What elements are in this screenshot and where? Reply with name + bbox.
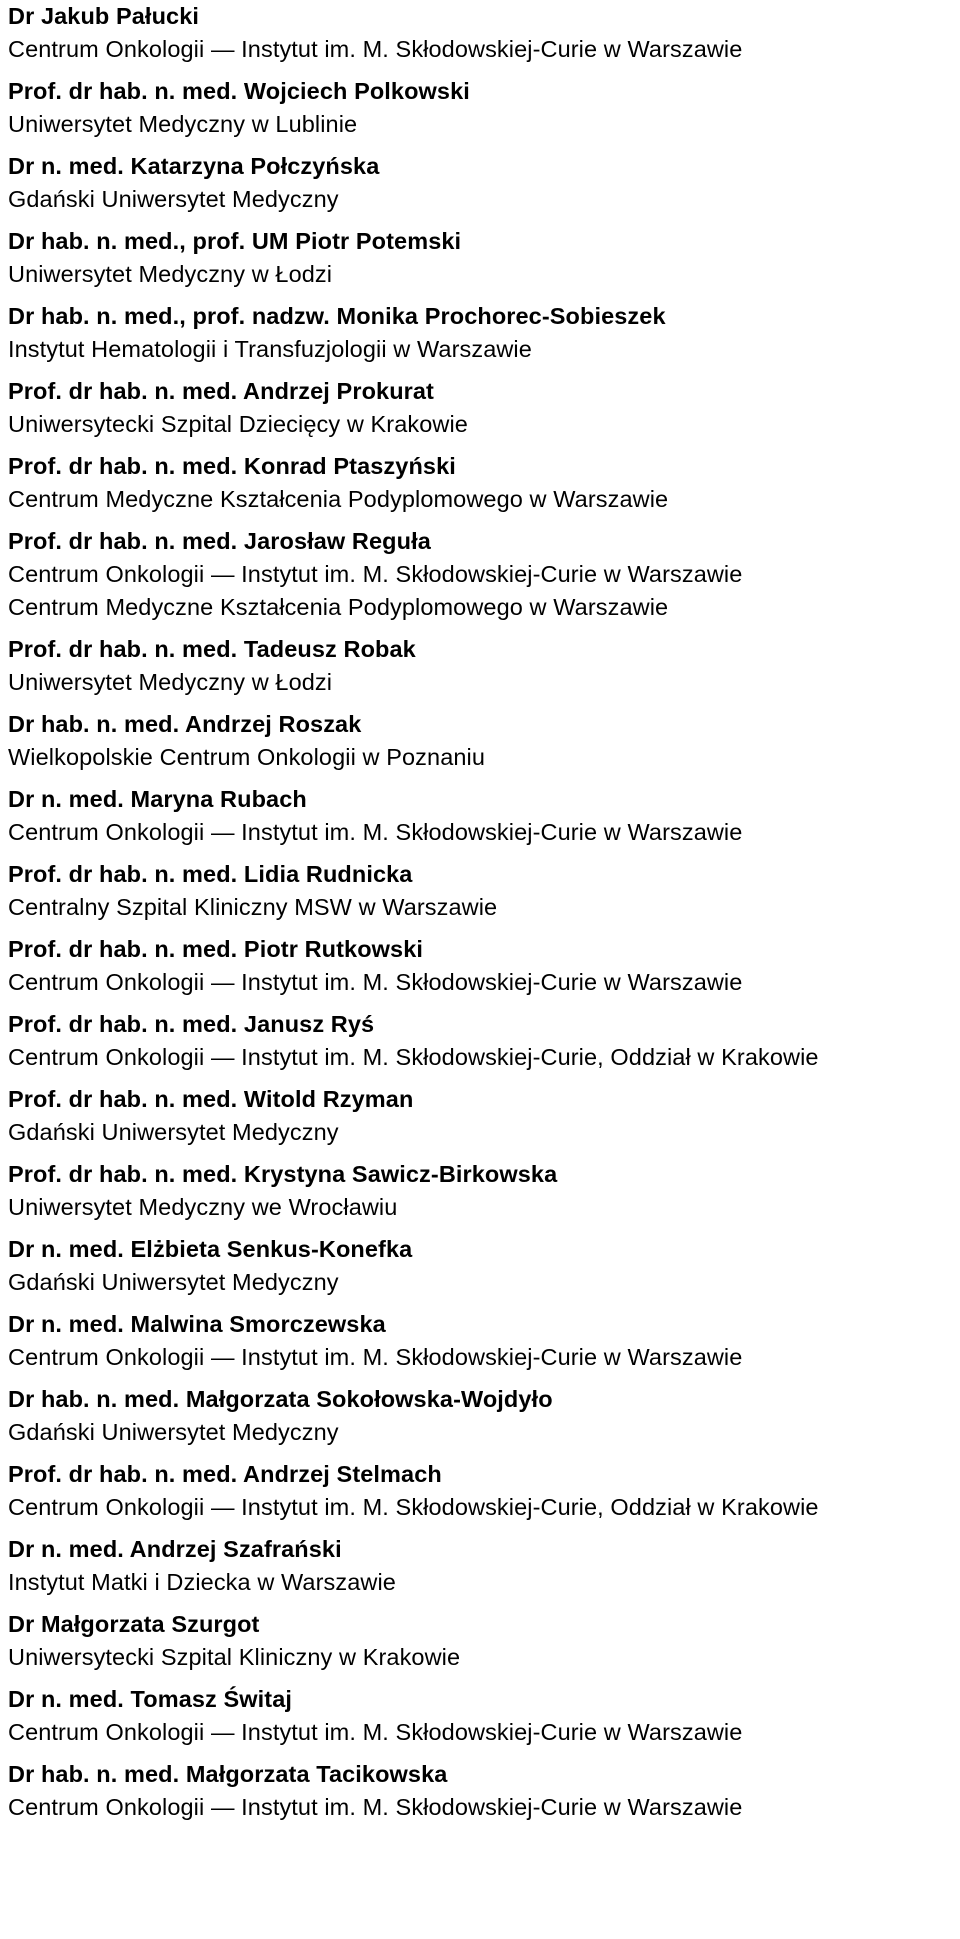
contributor-entry <box>8 1383 960 1449</box>
contributor-entry <box>8 1158 960 1224</box>
contributor-entry <box>8 1683 960 1749</box>
contributor-affiliation: Uniwersytecki Szpital Dziecięcy w Krakowie <box>8 411 468 437</box>
contributor-entry <box>8 1608 960 1674</box>
contributor-affiliation: Wielkopolskie Centrum Onkologii w Poznaniu <box>8 744 486 770</box>
contributor-name: Dr hab. n. med. Andrzej Roszak <box>8 711 362 737</box>
contributor-name: Dr n. med. Elżbieta Senkus-Konefka <box>8 1236 413 1262</box>
contributor-name: Prof. dr hab. n. med. Krystyna Sawicz-Birkowska <box>8 1161 558 1187</box>
contributor-name: Dr n. med. Maryna Rubach <box>8 786 307 812</box>
contributor-name: Dr Małgorzata Szurgot <box>8 1611 260 1637</box>
contributor-affiliation: Gdański Uniwersytet Medyczny <box>8 1269 339 1295</box>
contributor-name: Prof. dr hab. n. med. Wojciech Polkowski <box>8 78 470 104</box>
contributor-affiliation: Centrum Onkologii — Instytut im. M. Skłodowskiej-Curie w Warszawie <box>8 1719 743 1745</box>
contributor-entry <box>8 1758 960 1824</box>
contributor-affiliation: Uniwersytet Medyczny w Łodzi <box>8 261 333 287</box>
contributor-entry <box>8 450 960 516</box>
contributor-entry <box>8 0 960 66</box>
contributor-entry <box>8 783 960 849</box>
contributor-entry <box>8 933 960 999</box>
contributor-affiliation: Uniwersytet Medyczny w Lublinie <box>8 111 358 137</box>
contributor-affiliation: Centralny Szpital Kliniczny MSW w Warszawie <box>8 894 498 920</box>
contributor-entry <box>8 1008 960 1074</box>
contributor-affiliation: Instytut Matki i Dziecka w Warszawie <box>8 1569 396 1595</box>
contributor-name: Prof. dr hab. n. med. Piotr Rutkowski <box>8 936 423 962</box>
contributor-name: Dr hab. n. med., prof. nadzw. Monika Prochorec-Sobieszek <box>8 303 666 329</box>
contributor-name: Prof. dr hab. n. med. Janusz Ryś <box>8 1011 375 1037</box>
contributor-name: Dr n. med. Tomasz Świtaj <box>8 1686 293 1712</box>
contributor-entry <box>8 1233 960 1299</box>
contributor-entry <box>8 1533 960 1599</box>
contributor-affiliation: Centrum Onkologii — Instytut im. M. Skłodowskiej-Curie w Warszawie <box>8 561 743 587</box>
contributor-affiliation: Uniwersytecki Szpital Kliniczny w Krakowie <box>8 1644 461 1670</box>
contributor-affiliation: Centrum Onkologii — Instytut im. M. Skłodowskiej-Curie w Warszawie <box>8 819 743 845</box>
contributor-name: Prof. dr hab. n. med. Konrad Ptaszyński <box>8 453 456 479</box>
contributor-name: Dr hab. n. med. Małgorzata Tacikowska <box>8 1761 448 1787</box>
contributor-entry <box>8 375 960 441</box>
contributor-affiliation: Gdański Uniwersytet Medyczny <box>8 1419 339 1445</box>
contributor-affiliation: Uniwersytet Medyczny we Wrocławiu <box>8 1194 398 1220</box>
contributor-entry <box>8 75 960 141</box>
contributor-name: Prof. dr hab. n. med. Andrzej Stelmach <box>8 1461 442 1487</box>
contributor-name: Dr n. med. Andrzej Szafrański <box>8 1536 342 1562</box>
contributor-affiliation: Centrum Onkologii — Instytut im. M. Skłodowskiej-Curie w Warszawie <box>8 1794 743 1820</box>
contributor-affiliation: Centrum Onkologii — Instytut im. M. Skłodowskiej-Curie, Oddział w Krakowie <box>8 1494 819 1520</box>
contributor-name: Dr Jakub Pałucki <box>8 3 199 29</box>
contributor-affiliation: Gdański Uniwersytet Medyczny <box>8 1119 339 1145</box>
contributor-entry <box>8 300 960 366</box>
contributor-affiliation: Instytut Hematologii i Transfuzjologii w Warszawie <box>8 336 532 362</box>
contributor-affiliation: Centrum Medyczne Kształcenia Podyplomowego w Warszawie <box>8 594 669 620</box>
contributor-entry <box>8 1458 960 1524</box>
contributor-entry <box>8 525 960 624</box>
contributor-name: Dr n. med. Katarzyna Połczyńska <box>8 153 380 179</box>
contributor-entry <box>8 858 960 924</box>
contributor-name: Dr hab. n. med. Małgorzata Sokołowska-Wojdyło <box>8 1386 553 1412</box>
contributor-affiliation: Centrum Medyczne Kształcenia Podyplomowego w Warszawie <box>8 486 669 512</box>
contributor-name: Dr hab. n. med., prof. UM Piotr Potemski <box>8 228 462 254</box>
contributor-name: Prof. dr hab. n. med. Witold Rzyman <box>8 1086 414 1112</box>
contributor-entry <box>8 633 960 699</box>
contributor-name: Dr n. med. Malwina Smorczewska <box>8 1311 386 1337</box>
contributor-affiliation: Centrum Onkologii — Instytut im. M. Skłodowskiej-Curie w Warszawie <box>8 969 743 995</box>
contributor-affiliation: Centrum Onkologii — Instytut im. M. Skłodowskiej-Curie w Warszawie <box>8 36 743 62</box>
contributor-entry <box>8 1308 960 1374</box>
contributor-name: Prof. dr hab. n. med. Andrzej Prokurat <box>8 378 434 404</box>
contributor-affiliation: Centrum Onkologii — Instytut im. M. Skłodowskiej-Curie, Oddział w Krakowie <box>8 1044 819 1070</box>
contributor-name: Prof. dr hab. n. med. Tadeusz Robak <box>8 636 416 662</box>
contributor-affiliation: Centrum Onkologii — Instytut im. M. Skłodowskiej-Curie w Warszawie <box>8 1344 743 1370</box>
contributor-entry <box>8 150 960 216</box>
contributor-entry <box>8 708 960 774</box>
contributor-affiliation: Gdański Uniwersytet Medyczny <box>8 186 339 212</box>
contributor-affiliation: Uniwersytet Medyczny w Łodzi <box>8 669 333 695</box>
contributor-entry <box>8 1083 960 1149</box>
contributor-entry <box>8 225 960 291</box>
contributor-name: Prof. dr hab. n. med. Jarosław Reguła <box>8 528 431 554</box>
contributor-name: Prof. dr hab. n. med. Lidia Rudnicka <box>8 861 413 887</box>
